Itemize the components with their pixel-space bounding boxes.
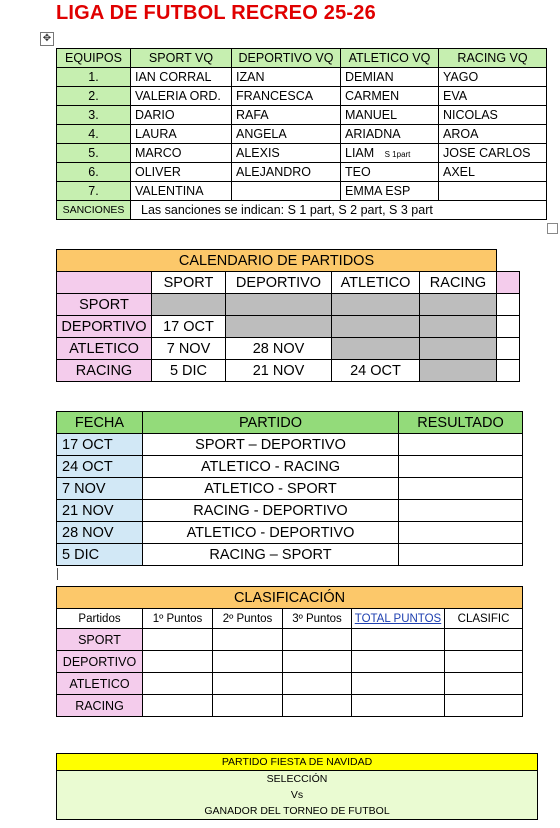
calendario-team-label: ATLETICO	[57, 338, 152, 360]
partido-resultado	[399, 478, 523, 500]
partido-row	[57, 544, 523, 566]
partido-match: SPORT – DEPORTIVO	[143, 434, 399, 456]
calendario-col-header: RACING	[420, 272, 497, 294]
calendario-extra-cell	[497, 272, 520, 294]
sanction-note: S 1part	[384, 150, 411, 159]
calendario-blocked-cell	[332, 338, 420, 360]
clasificacion-cell	[213, 673, 283, 695]
clasificacion-caption: CLASIFICACIÓN	[57, 587, 523, 609]
calendario-blocked-cell	[420, 360, 497, 382]
calendario-table	[56, 249, 520, 382]
navidad-table	[56, 753, 538, 820]
player-name: LIAM	[345, 146, 375, 160]
partidos-header-cell: RESULTADO	[399, 412, 523, 434]
partido-resultado	[399, 500, 523, 522]
player-cell: YAGO	[439, 68, 547, 87]
player-cell: TEO	[341, 163, 439, 182]
calendario-blocked-cell	[420, 316, 497, 338]
clasificacion-team: ATLETICO	[57, 673, 143, 695]
player-cell	[439, 182, 547, 201]
clasificacion-table	[56, 586, 523, 717]
calendario-col-header: DEPORTIVO	[226, 272, 332, 294]
calendario-blocked-cell	[226, 316, 332, 338]
sanciones-row	[57, 201, 547, 220]
partido-fecha: 24 OCT	[57, 456, 143, 478]
sanciones-text: Las sanciones se indican: S 1 part, S 2 part, S 3 part	[131, 201, 547, 220]
calendario-team-label: RACING	[57, 360, 152, 382]
document-title: LIGA DE FUTBOL RECREO 25-26	[56, 2, 376, 24]
player-cell: LAURA	[131, 125, 232, 144]
clasificacion-row	[57, 651, 523, 673]
navidad-title-row	[57, 754, 538, 771]
calendario-date-cell: 21 NOV	[226, 360, 332, 382]
navidad-line-row	[57, 787, 538, 803]
navidad-line: GANADOR DEL TORNEO DE FUTBOL	[57, 803, 538, 820]
partido-fecha: 5 DIC	[57, 544, 143, 566]
partido-match: RACING – SPORT	[143, 544, 399, 566]
clasificacion-cell	[143, 629, 213, 651]
calendario-blocked-cell	[420, 338, 497, 360]
partido-fecha: 7 NOV	[57, 478, 143, 500]
equipos-table	[56, 48, 547, 220]
player-number: 3.	[57, 106, 131, 125]
calendario-date-cell: 17 OCT	[152, 316, 226, 338]
calendario-extra-cell	[497, 338, 520, 360]
partido-row	[57, 478, 523, 500]
calendario-date-cell: 24 OCT	[332, 360, 420, 382]
equipos-row	[57, 125, 547, 144]
calendario-date-cell: 5 DIC	[152, 360, 226, 382]
calendario-blocked-cell	[152, 294, 226, 316]
clasificacion-cell	[352, 651, 445, 673]
calendario-extra-cell	[497, 294, 520, 316]
calendario-col-header: ATLETICO	[332, 272, 420, 294]
clasificacion-row	[57, 695, 523, 717]
clasificacion-cell	[213, 695, 283, 717]
navidad-line-row	[57, 803, 538, 820]
equipos-row	[57, 182, 547, 201]
player-cell: RAFA	[232, 106, 341, 125]
clasificacion-team: RACING	[57, 695, 143, 717]
partidos-header-cell: FECHA	[57, 412, 143, 434]
calendario-col-header: SPORT	[152, 272, 226, 294]
clasificacion-header-cell: CLASIFIC	[445, 609, 523, 629]
clasificacion-header-cell: Partidos	[57, 609, 143, 629]
partidos-header-row	[57, 412, 523, 434]
equipos-header-cell: ATLETICO VQ	[341, 49, 439, 68]
navidad-line: SELECCIÓN	[57, 771, 538, 788]
calendario-team-label: DEPORTIVO	[57, 316, 152, 338]
clasificacion-cell	[352, 695, 445, 717]
calendario-blocked-cell	[420, 294, 497, 316]
navidad-line: Vs	[57, 787, 538, 803]
player-number: 6.	[57, 163, 131, 182]
player-number: 5.	[57, 144, 131, 163]
clasificacion-header-row	[57, 609, 523, 629]
partido-fecha: 17 OCT	[57, 434, 143, 456]
partidos-table	[56, 411, 523, 566]
text-cursor	[57, 568, 58, 580]
clasificacion-cell	[143, 695, 213, 717]
clasificacion-cell	[283, 673, 352, 695]
calendario-row	[57, 316, 520, 338]
player-number: 4.	[57, 125, 131, 144]
player-cell: ALEJANDRO	[232, 163, 341, 182]
player-number: 1.	[57, 68, 131, 87]
partido-row	[57, 500, 523, 522]
clasificacion-cell	[143, 673, 213, 695]
clasificacion-header-cell: 1º Puntos	[143, 609, 213, 629]
clasificacion-cell	[213, 651, 283, 673]
player-cell: IZAN	[232, 68, 341, 87]
partido-row	[57, 456, 523, 478]
player-cell: CARMEN	[341, 87, 439, 106]
calendario-corner-cell	[57, 272, 152, 294]
player-cell	[232, 182, 341, 201]
partido-row	[57, 434, 523, 456]
player-cell: MANUEL	[341, 106, 439, 125]
clasificacion-cell	[352, 673, 445, 695]
calendario-caption: CALENDARIO DE PARTIDOS	[57, 250, 497, 272]
partido-resultado	[399, 544, 523, 566]
player-cell	[341, 144, 439, 163]
navidad-title: PARTIDO FIESTA DE NAVIDAD	[57, 754, 538, 771]
equipos-row	[57, 68, 547, 87]
player-cell: EMMA ESP	[341, 182, 439, 201]
equipos-row	[57, 144, 547, 163]
clasificacion-cell	[143, 651, 213, 673]
player-cell: VALENTINA	[131, 182, 232, 201]
calendario-row	[57, 338, 520, 360]
player-cell: EVA	[439, 87, 547, 106]
equipos-header-cell: SPORT VQ	[131, 49, 232, 68]
calendario-row	[57, 360, 520, 382]
calendario-header-row	[57, 272, 520, 294]
clasificacion-cell	[213, 629, 283, 651]
calendario-caption-row	[57, 250, 520, 272]
clasificacion-row	[57, 673, 523, 695]
partido-match: ATLETICO - DEPORTIVO	[143, 522, 399, 544]
partido-match: RACING - DEPORTIVO	[143, 500, 399, 522]
partido-resultado	[399, 456, 523, 478]
clasificacion-header-cell: TOTAL PUNTOS	[352, 609, 445, 629]
clasificacion-cell	[283, 651, 352, 673]
clasificacion-cell	[445, 695, 523, 717]
player-cell: NICOLAS	[439, 106, 547, 125]
clasificacion-cell	[445, 673, 523, 695]
player-cell: JOSE CARLOS	[439, 144, 547, 163]
clasificacion-team: DEPORTIVO	[57, 651, 143, 673]
partido-fecha: 28 NOV	[57, 522, 143, 544]
player-cell: DARIO	[131, 106, 232, 125]
calendario-extra-cell	[497, 316, 520, 338]
player-cell: FRANCESCA	[232, 87, 341, 106]
partido-fecha: 21 NOV	[57, 500, 143, 522]
clasificacion-caption-row	[57, 587, 523, 609]
player-cell: AROA	[439, 125, 547, 144]
player-number: 7.	[57, 182, 131, 201]
clasificacion-row	[57, 629, 523, 651]
calendario-blank-cell	[497, 250, 520, 272]
calendario-extra-cell	[497, 360, 520, 382]
partidos-header-cell: PARTIDO	[143, 412, 399, 434]
calendario-date-cell: 28 NOV	[226, 338, 332, 360]
calendario-date-cell: 7 NOV	[152, 338, 226, 360]
table-resize-handle[interactable]	[547, 223, 558, 234]
equipos-row	[57, 163, 547, 182]
equipos-header-cell: EQUIPOS	[57, 49, 131, 68]
clasificacion-header-cell: 2º Puntos	[213, 609, 283, 629]
player-number: 2.	[57, 87, 131, 106]
clasificacion-header-cell: 3º Puntos	[283, 609, 352, 629]
equipos-row	[57, 87, 547, 106]
partido-resultado	[399, 434, 523, 456]
sanciones-label: SANCIONES	[57, 201, 131, 220]
player-cell: DEMIAN	[341, 68, 439, 87]
calendario-blocked-cell	[226, 294, 332, 316]
calendario-blocked-cell	[332, 316, 420, 338]
clasificacion-cell	[283, 629, 352, 651]
move-cross-icon[interactable]: ✥	[40, 32, 54, 46]
partido-row	[57, 522, 523, 544]
player-cell: ANGELA	[232, 125, 341, 144]
player-cell: AXEL	[439, 163, 547, 182]
equipos-row	[57, 106, 547, 125]
player-cell: ARIADNA	[341, 125, 439, 144]
partido-resultado	[399, 522, 523, 544]
calendario-team-label: SPORT	[57, 294, 152, 316]
partido-match: ATLETICO - SPORT	[143, 478, 399, 500]
calendario-row	[57, 294, 520, 316]
player-cell: OLIVER	[131, 163, 232, 182]
clasificacion-cell	[283, 695, 352, 717]
navidad-line-row	[57, 771, 538, 788]
clasificacion-cell	[445, 651, 523, 673]
player-cell: ALEXIS	[232, 144, 341, 163]
clasificacion-cell	[445, 629, 523, 651]
equipos-header-cell: RACING VQ	[439, 49, 547, 68]
calendario-blocked-cell	[332, 294, 420, 316]
clasificacion-team: SPORT	[57, 629, 143, 651]
player-cell: MARCO	[131, 144, 232, 163]
equipos-header-cell: DEPORTIVO VQ	[232, 49, 341, 68]
partido-match: ATLETICO - RACING	[143, 456, 399, 478]
equipos-header-row	[57, 49, 547, 68]
player-cell: VALERIA ORD.	[131, 87, 232, 106]
clasificacion-cell	[352, 629, 445, 651]
player-cell: IAN CORRAL	[131, 68, 232, 87]
